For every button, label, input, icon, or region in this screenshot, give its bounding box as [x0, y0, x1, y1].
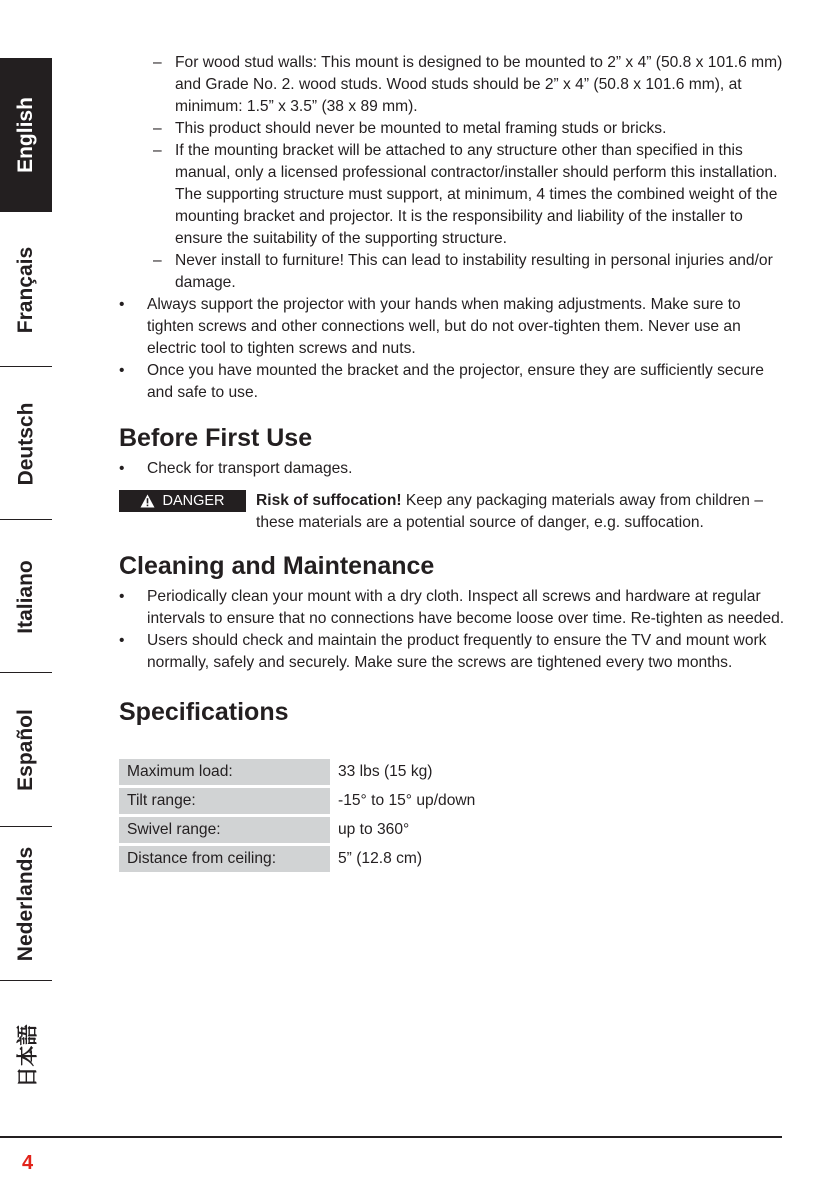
- lang-tab-espanol[interactable]: [0, 673, 52, 827]
- list-item: • Periodically clean your mount with a dry cloth. Inspect all screws and hardware at regular intervals to ensure that no connections have become loose over time. Re-tighten as needed.: [119, 586, 787, 630]
- list-item: • Always support the projector with your hands when making adjustments. Make sure to tighten screws and other connections well, but do not over-tighten them. Never use an electric tool to tighten screws and nuts.: [119, 294, 787, 360]
- intro-bullet-list: [119, 294, 787, 404]
- section-heading-before-first-use: Before First Use: [119, 424, 313, 452]
- spec-value: up to 360°: [338, 821, 410, 838]
- danger-title: Risk of suffocation!: [256, 492, 402, 509]
- lang-tab-nederlands[interactable]: [0, 827, 52, 981]
- cleaning-list: [119, 586, 787, 674]
- table-row: [119, 759, 483, 785]
- list-item: – If the mounting bracket will be attached to any structure other than specified in this manual, only a licensed professional contractor/installer should perform this installation. The supporting structure must support, at minimum, 4 times the combined weight of the mounting bracket and projector. It is the responsibility and liability of the installer to ensure the suitability of the supporting structure.: [119, 140, 787, 250]
- list-item: • Users should check and maintain the product frequently to ensure the TV and mount work normally, safely and securely. Make sure the screws are tightened every two months.: [119, 630, 787, 674]
- danger-body: Keep any packaging materials away from children – these materials are a potential source of danger, e.g. suffocation.: [256, 492, 763, 531]
- spec-value: -15° to 15° up/down: [338, 792, 476, 809]
- list-item: – Never install to furniture! This can lead to instability resulting in personal injuries and/or damage.: [119, 250, 787, 294]
- spec-label: Distance from ceiling:: [119, 846, 330, 872]
- page-number: 4: [22, 1152, 34, 1174]
- danger-badge: [119, 490, 246, 512]
- lang-tab-english[interactable]: [0, 58, 52, 212]
- specifications-table: [119, 756, 483, 875]
- lang-tab-label: Deutsch: [14, 402, 38, 485]
- lang-tab-label: 日本語: [16, 1024, 39, 1088]
- lang-tab-label: Español: [14, 709, 37, 791]
- before-first-use-list: [119, 458, 787, 480]
- spec-label: Maximum load:: [119, 759, 330, 785]
- spec-label: Tilt range:: [119, 788, 330, 814]
- danger-notice: [119, 490, 787, 534]
- table-row: [119, 846, 483, 872]
- lang-tab-deutsch[interactable]: [0, 367, 52, 520]
- list-item: – This product should never be mounted to metal framing studs or bricks.: [119, 118, 787, 140]
- list-item: • Check for transport damages.: [119, 458, 787, 480]
- lang-tab-label: Français: [14, 246, 38, 333]
- lang-tab-label: Italiano: [14, 559, 38, 634]
- intro-dash-list: [119, 52, 787, 294]
- manual-content: [119, 52, 787, 875]
- list-item: – For wood stud walls: This mount is designed to be mounted to 2” x 4” (50.8 x 101.6 mm) and Grade No. 2. wood studs. Wood studs should be 2” x 4” (50.8 x 101.6 mm), at minimum: 1.5” x 3.5” (38 x 89 mm).: [119, 52, 787, 118]
- lang-tab-label: English: [14, 97, 37, 173]
- lang-tab-francais[interactable]: [0, 212, 52, 367]
- section-heading-cleaning: Cleaning and Maintenance: [119, 552, 435, 580]
- spec-label: Swivel range:: [119, 817, 330, 843]
- spec-value: 33 lbs (15 kg): [338, 763, 433, 780]
- danger-badge-label: DANGER: [162, 493, 225, 509]
- footer-divider: [0, 1136, 782, 1138]
- lang-tab-label: Nederlands: [14, 846, 37, 962]
- spec-value: 5” (12.8 cm): [338, 850, 423, 867]
- table-row: [119, 817, 483, 843]
- section-heading-specifications: Specifications: [119, 698, 289, 726]
- lang-tab-italiano[interactable]: [0, 520, 52, 673]
- danger-message: [256, 490, 787, 534]
- table-row: [119, 788, 483, 814]
- list-item: • Once you have mounted the bracket and the projector, ensure they are sufficiently secure and safe to use.: [119, 360, 787, 404]
- warning-icon: [140, 494, 155, 508]
- lang-tab-japanese[interactable]: [0, 981, 52, 1131]
